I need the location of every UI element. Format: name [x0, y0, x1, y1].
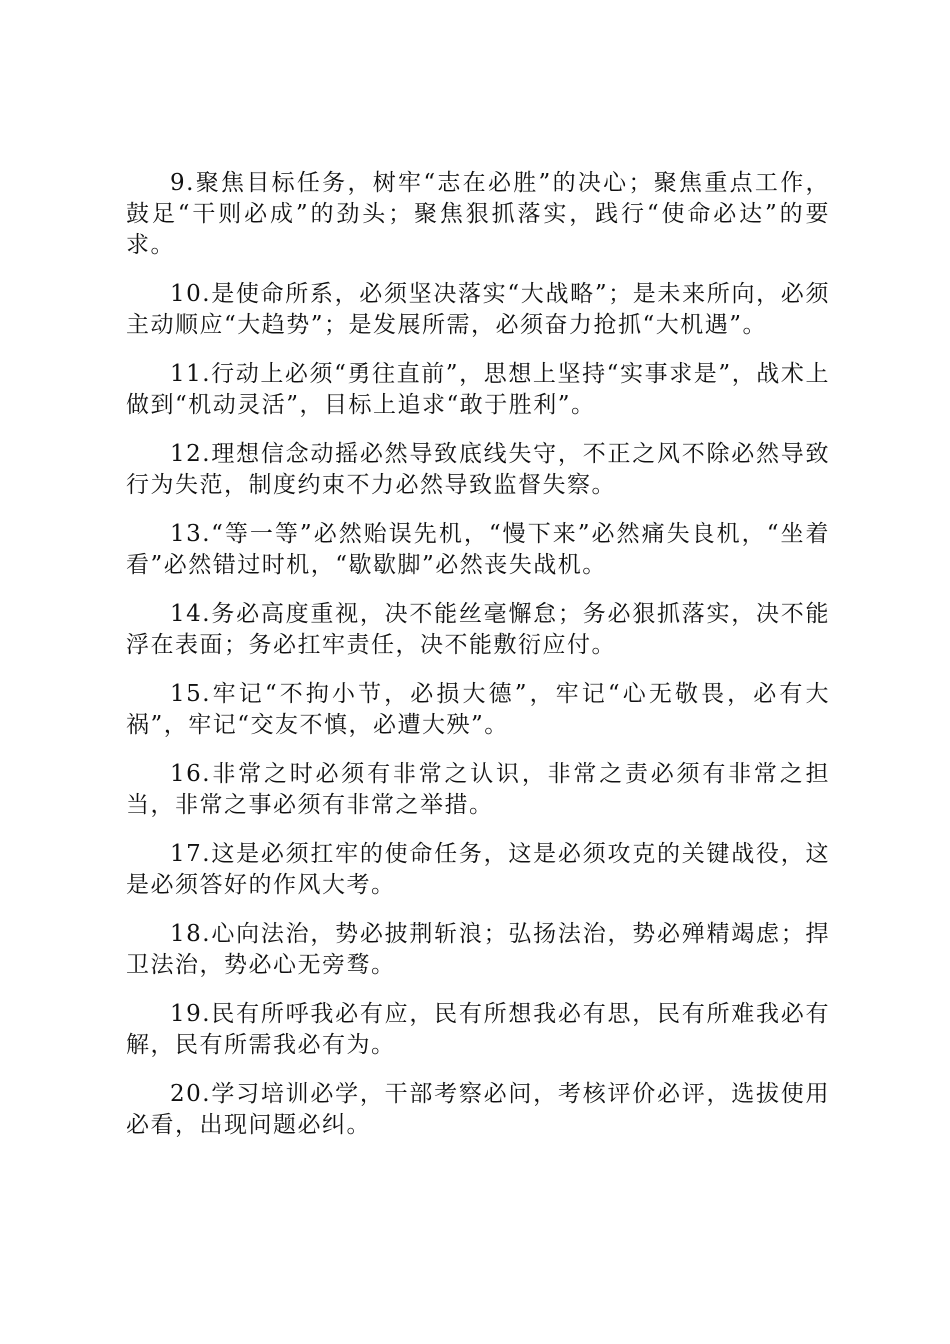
paragraph-17: 17.这是必须扛牢的使命任务，这是必须攻克的关键战役，这是必须答好的作风大考。	[126, 841, 830, 898]
paragraph-18: 18.心向法治，势必披荆斩浪；弘扬法治，势必殚精竭虑；捍卫法治，势必心无旁骛。	[126, 921, 830, 978]
paragraph-9: 9.聚焦目标任务，树牢“志在必胜”的决心；聚焦重点工作，鼓足“干则必成”的劲头；聚焦狠抓落实，践行“使命必达”的要求。	[126, 170, 830, 258]
paragraph-14: 14.务必高度重视，决不能丝毫懈怠；务必狠抓落实，决不能浮在表面；务必扛牢责任，决不能敷衍应付。	[126, 601, 830, 658]
paragraph-20: 20.学习培训必学，干部考察必问，考核评价必评，选拔使用必看，出现问题必纠。	[126, 1081, 830, 1138]
paragraph-10: 10.是使命所系，必须坚决落实“大战略”；是未来所向，必须主动顺应“大趋势”；是发展所需，必须奋力抢抓“大机遇”。	[126, 281, 830, 338]
paragraph-11: 11.行动上必须“勇往直前”，思想上坚持“实事求是”，战术上做到“机动灵活”，目标上追求“敢于胜利”。	[126, 361, 830, 418]
paragraph-15: 15.牢记“不拘小节，必损大德”，牢记“心无敬畏，必有大祸”，牢记“交友不慎，必遭大殃”。	[126, 681, 830, 738]
paragraph-13: 13.“等一等”必然贻误先机，“慢下来”必然痛失良机，“坐着看”必然错过时机，“歇歇脚”必然丧失战机。	[126, 521, 830, 578]
paragraph-19: 19.民有所呼我必有应，民有所想我必有思，民有所难我必有解，民有所需我必有为。	[126, 1001, 830, 1058]
paragraph-12: 12.理想信念动摇必然导致底线失守，不正之风不除必然导致行为失范，制度约束不力必然导致监督失察。	[126, 441, 830, 498]
paragraph-16: 16.非常之时必须有非常之认识，非常之责必须有非常之担当，非常之事必须有非常之举措。	[126, 761, 830, 818]
